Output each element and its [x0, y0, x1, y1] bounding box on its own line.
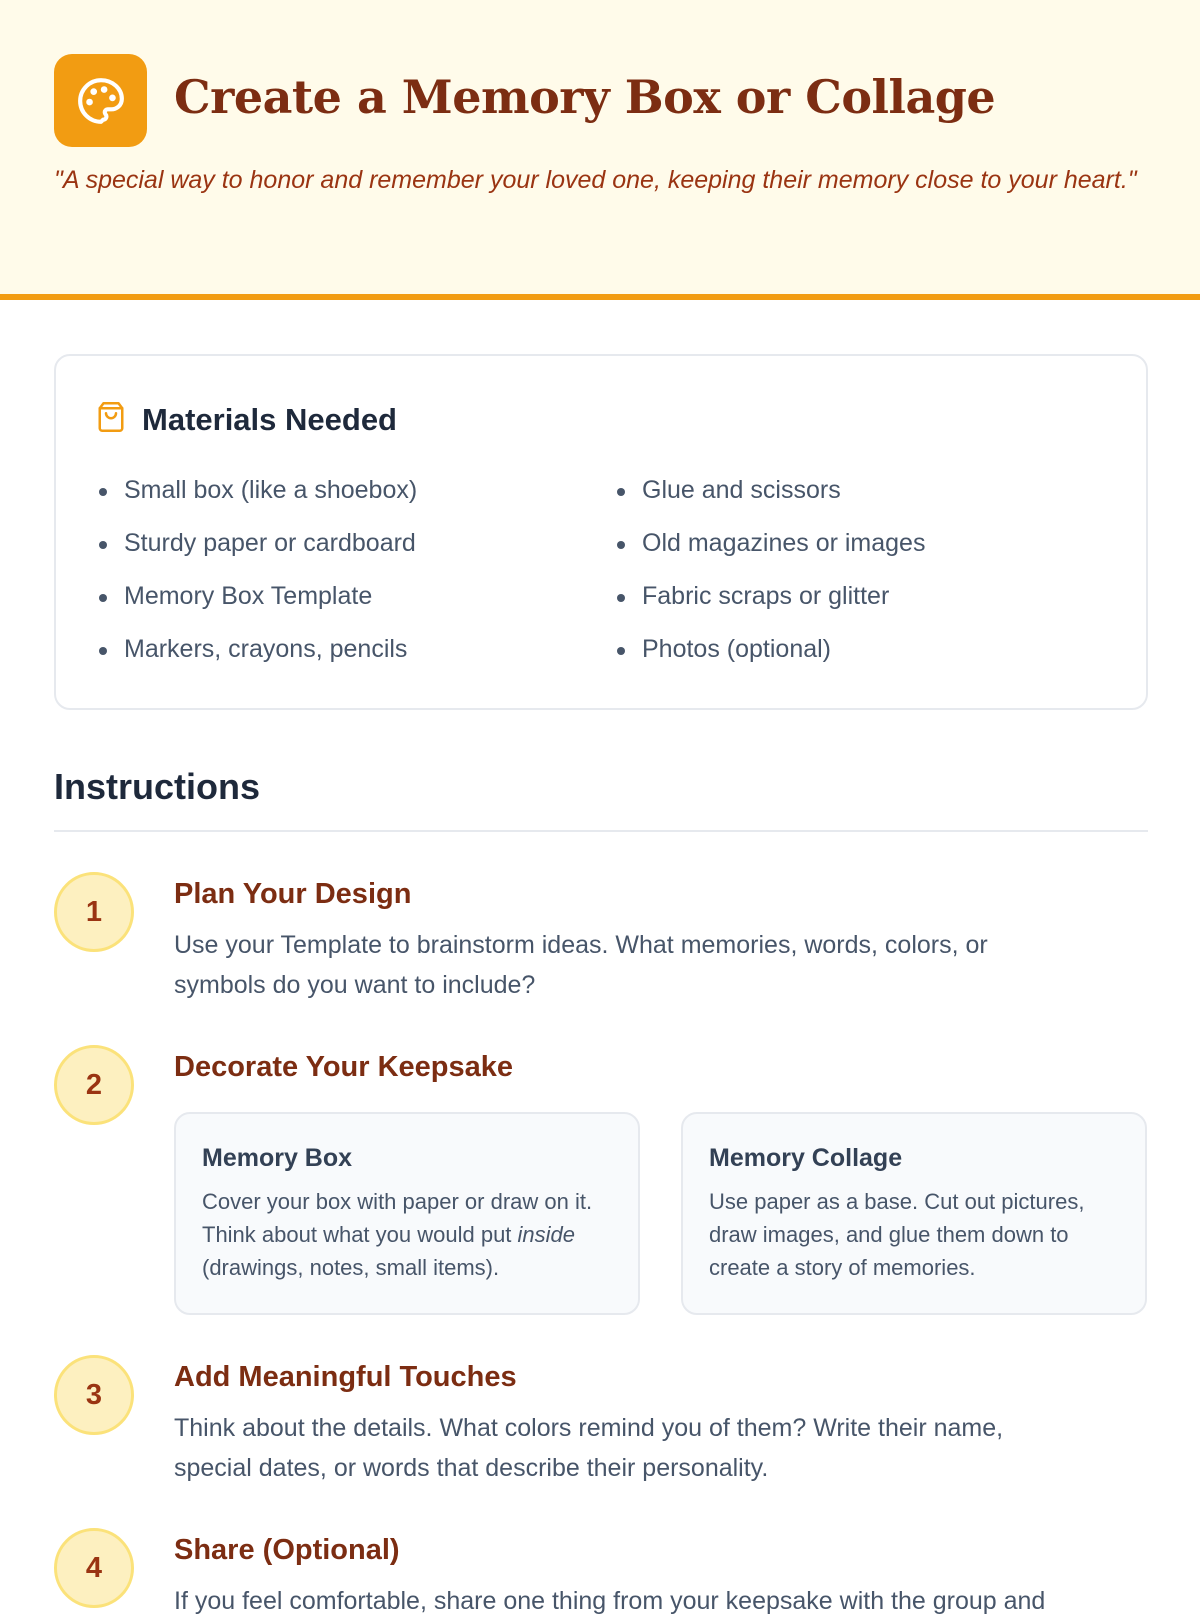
option-title: Memory Box — [202, 1144, 353, 1172]
material-item: Fabric scraps or glitter — [614, 570, 925, 623]
option-text: Cover your box with paper or draw on it. Think about what you would put inside (drawings, notes, small items). — [202, 1189, 593, 1280]
materials-list-left — [96, 464, 417, 676]
materials-title: Materials Needed — [142, 401, 397, 437]
step-title: Decorate Your Keepsake — [174, 1051, 514, 1083]
shopping-bag-icon — [96, 400, 126, 439]
step-title: Share (Optional) — [174, 1534, 400, 1566]
material-item: Memory Box Template — [96, 570, 417, 623]
step-title: Plan Your Design — [174, 878, 412, 910]
step-number-badge: 2 — [54, 1045, 134, 1125]
step-number-badge: 1 — [54, 872, 134, 952]
materials-card — [54, 354, 1148, 710]
material-item: Old magazines or images — [614, 517, 925, 570]
header-quote: "A special way to honor and remember your loved one, keeping their memory close to your heart." — [54, 166, 1137, 194]
step-title: Add Meaningful Touches — [174, 1361, 517, 1393]
material-item: Photos (optional) — [614, 623, 925, 676]
step-text: If you feel comfortable, share one thing from your keepsake with the group and — [174, 1587, 1046, 1615]
palette-icon — [54, 54, 147, 147]
step-text: Think about the details. What colors remind you of them? Write their name, special dates, or words that describe their personality. — [174, 1414, 1004, 1482]
memory-collage-card — [681, 1112, 1147, 1315]
material-item: Markers, crayons, pencils — [96, 623, 417, 676]
memory-box-card — [174, 1112, 640, 1315]
step-number-badge: 4 — [54, 1528, 134, 1608]
page-title: Create a Memory Box or Collage — [174, 70, 996, 124]
material-item: Sturdy paper or cardboard — [96, 517, 417, 570]
section-divider — [54, 830, 1148, 832]
instructions-title: Instructions — [54, 766, 261, 807]
step-text: Use your Template to brainstorm ideas. What memories, words, colors, or symbols do you want to include? — [174, 931, 988, 999]
option-title: Memory Collage — [709, 1144, 903, 1172]
materials-header — [96, 400, 397, 439]
material-item: Glue and scissors — [614, 464, 925, 517]
option-text: Use paper as a base. Cut out pictures, draw images, and glue them down to create a story of memories. — [709, 1189, 1085, 1280]
step-number-badge: 3 — [54, 1355, 134, 1435]
page-header — [0, 0, 1200, 300]
materials-list-right — [614, 464, 925, 676]
material-item: Small box (like a shoebox) — [96, 464, 417, 517]
